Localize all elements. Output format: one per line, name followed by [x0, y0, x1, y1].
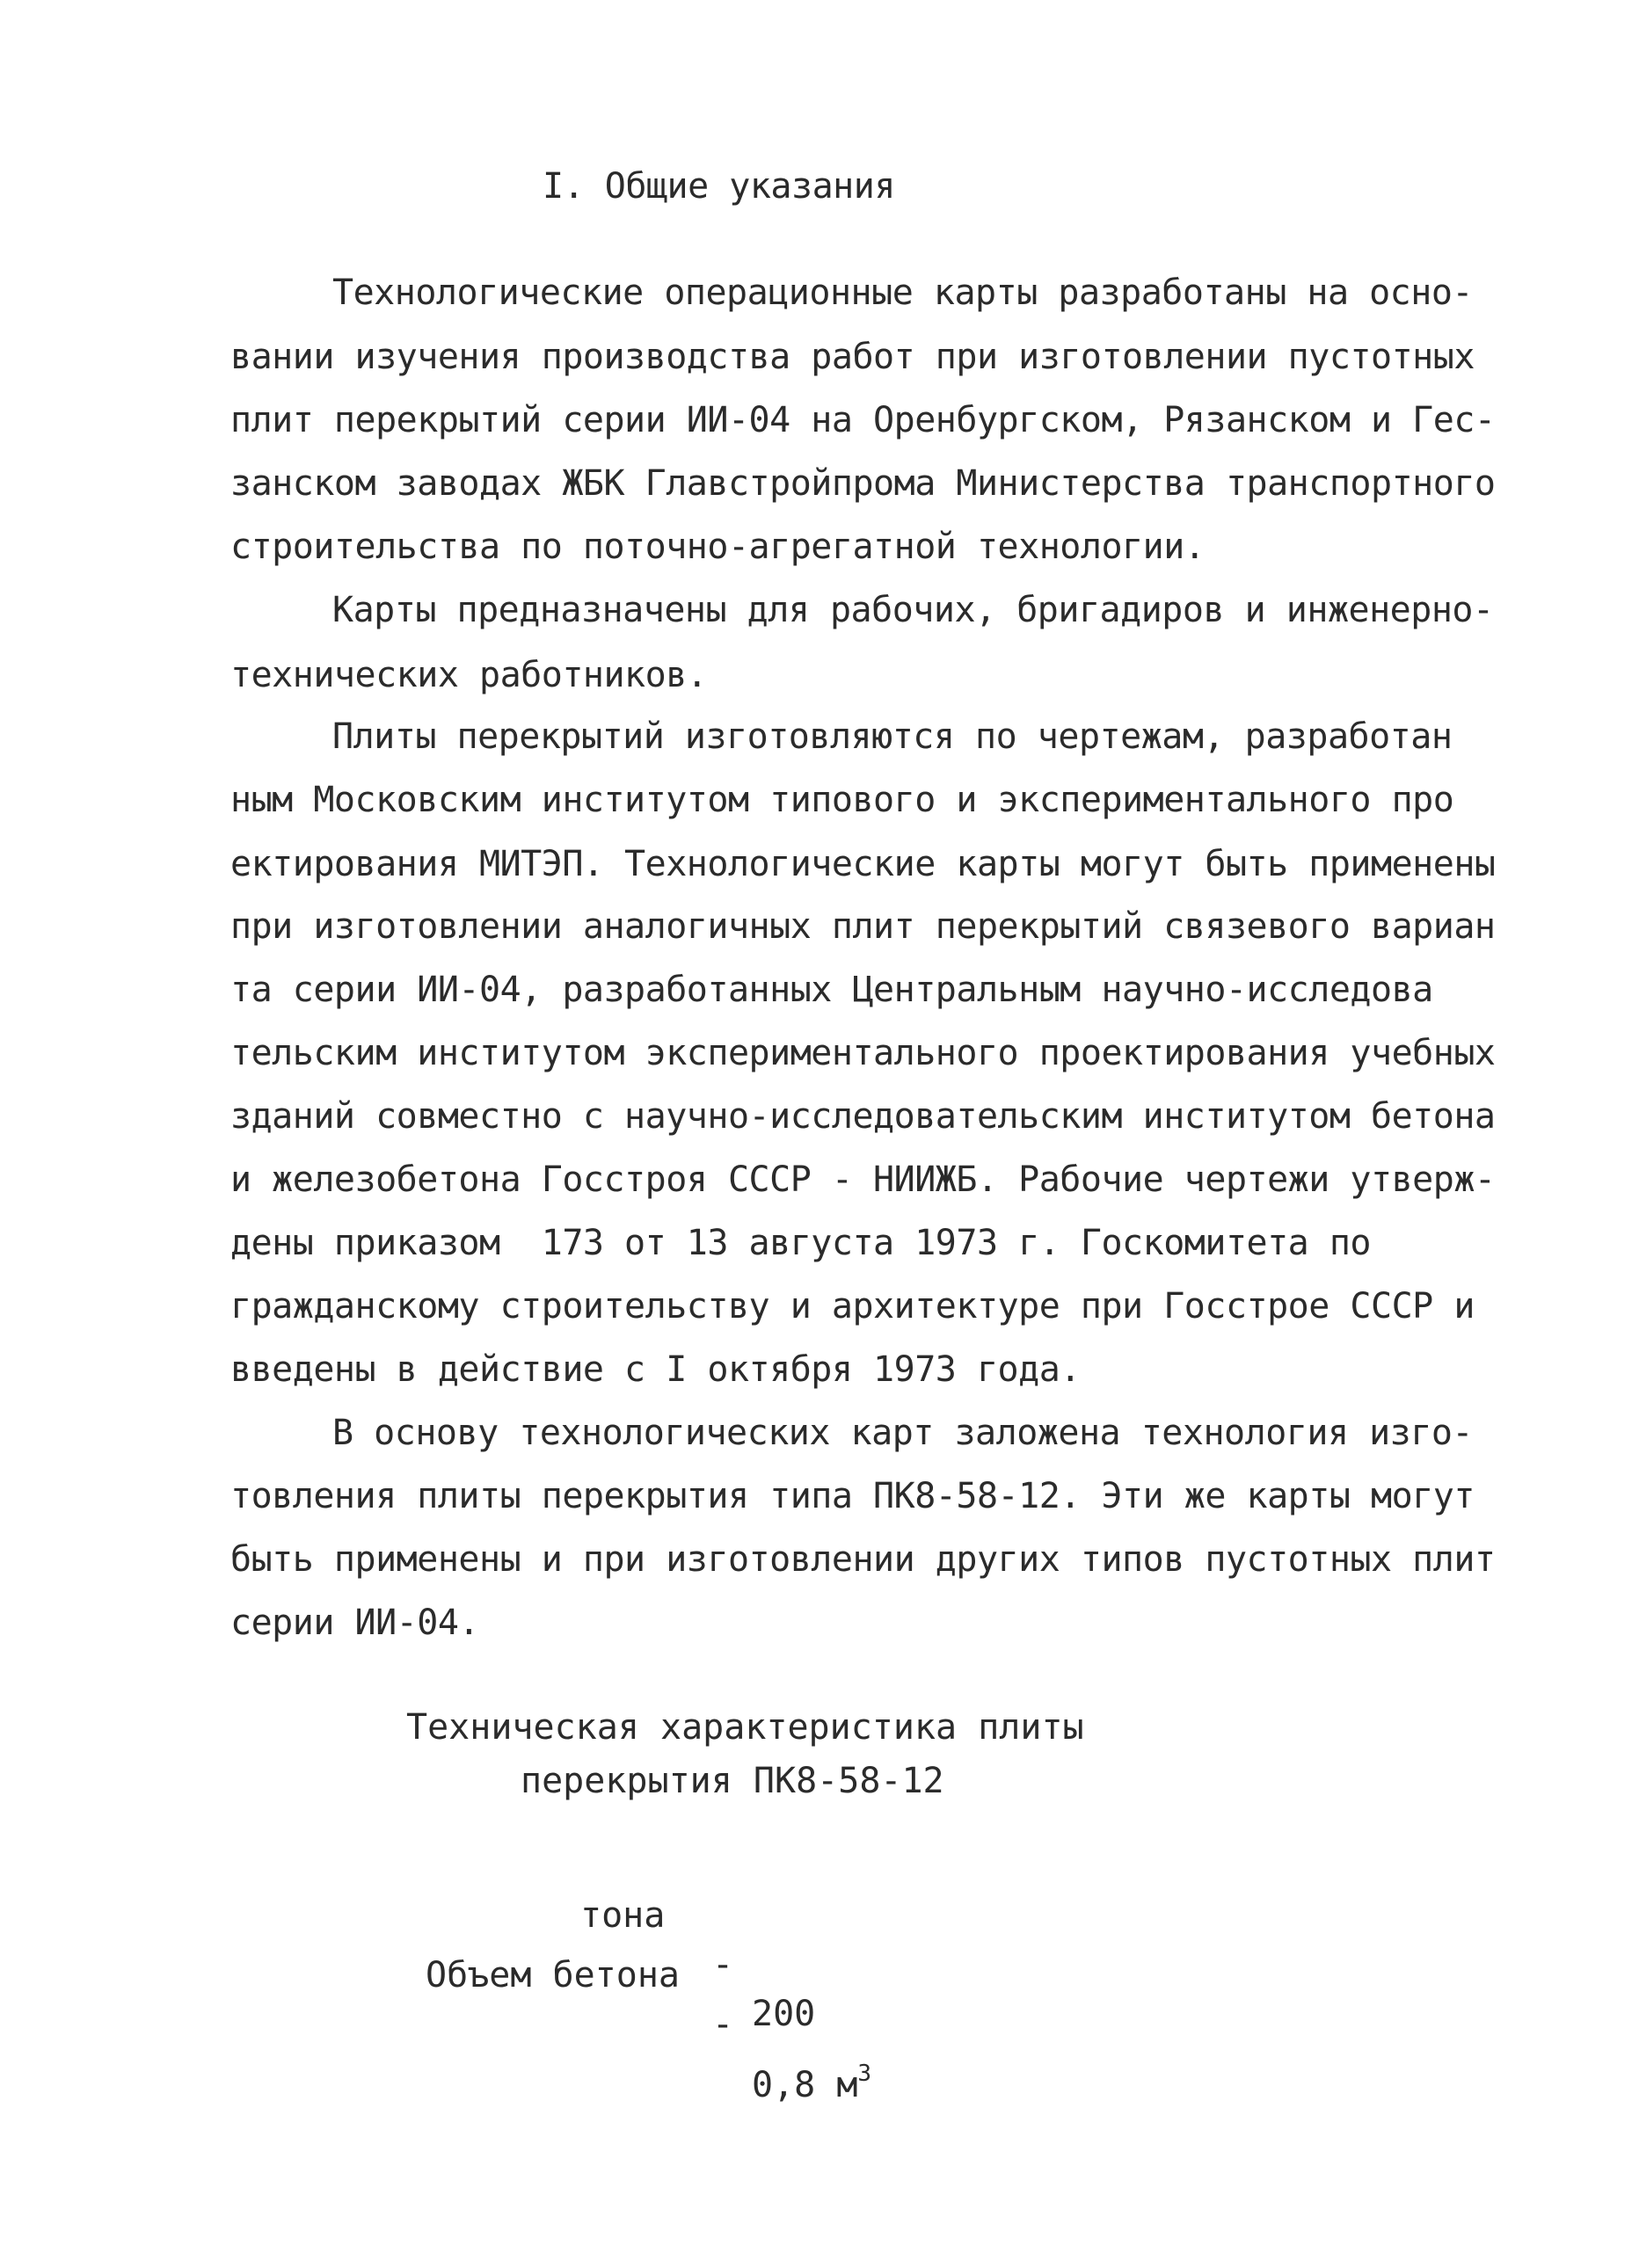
paragraph-4-line-3: быть применены и при изготовлении других типов пустотных плит: [230, 1539, 1496, 1580]
spec-caption-line-1: Техническая характеристика плиты: [406, 1707, 1084, 1748]
paragraph-4-line-2: товления плиты перекрытия типа ПК8-58-12. Эти же карты могут: [230, 1476, 1475, 1516]
spec-value-number: 0,8 м: [752, 2065, 858, 2105]
paragraph-1-line-3: плит перекрытий серии ИИ-04 на Оренбургском, Рязанском и Гес-: [230, 400, 1496, 440]
spec-dash: -: [712, 2004, 734, 2045]
paragraph-1-line-2: вании изучения производства работ при изготовлении пустотных: [230, 337, 1475, 377]
paragraph-1-line-5: строительства по поточно-агрегатной технологии.: [230, 527, 1206, 567]
paragraph-3-line-11: введены в действие с I октября 1973 года.: [230, 1349, 1081, 1390]
paragraph-1-line-4: занском заводах ЖБК Главстройпрома Министерства транспортного: [230, 463, 1496, 504]
paragraph-3-line-5: та серии ИИ-04, разработанных Центральным научно-исследова: [230, 970, 1433, 1010]
paragraph-3-line-2: ным Московским институтом типового и экспериментального про: [230, 780, 1454, 820]
paragraph-3-line-8: и железобетона Госстроя СССР - НИИЖБ. Рабочие чертежи утверж-: [230, 1159, 1496, 1200]
spec-label: Объем бетона: [426, 1955, 680, 1995]
paragraph-4-line-1: В основу технологических карт заложена технология изго-: [332, 1413, 1474, 1453]
spec-label: тона: [580, 1895, 666, 1936]
spec-value: [752, 2049, 871, 2110]
paragraph-2-line-1: Карты предназначены для рабочих, бригадиров и инженерно-: [332, 590, 1494, 630]
spec-value: 200: [752, 1994, 816, 2034]
paragraph-1-line-1: Технологические операционные карты разработаны на осно-: [332, 273, 1474, 313]
paragraph-3-line-10: гражданскому строительству и архитектуре при Госстрое СССР и: [230, 1286, 1475, 1327]
spec-caption-line-2: перекрытия ПК8-58-12: [521, 1761, 944, 1801]
paragraph-4-line-4: серии ИИ-04.: [230, 1603, 479, 1643]
paragraph-3-line-3: ектирования МИТЭП. Технологические карты могут быть применены: [230, 844, 1496, 884]
paragraph-3-line-7: зданий совместно с научно-исследовательским институтом бетона: [230, 1096, 1496, 1137]
spec-unit-superscript: 3: [857, 2061, 872, 2087]
section-heading: I. Общие указания: [543, 166, 895, 207]
paragraph-2-line-2: технических работников.: [230, 655, 708, 695]
paragraph-3-line-4: при изготовлении аналогичных плит перекрытий связевого вариан: [230, 906, 1496, 947]
paragraph-3-line-1: Плиты перекрытий изготовляются по чертежам, разработан: [332, 716, 1453, 757]
spec-dash: -: [712, 1945, 734, 1985]
paragraph-3-line-6: тельским институтом экспериментального проектирования учебных: [230, 1033, 1496, 1073]
paragraph-3-line-9: дены приказом 173 от 13 августа 1973 г. Госкомитета по: [230, 1223, 1372, 1263]
